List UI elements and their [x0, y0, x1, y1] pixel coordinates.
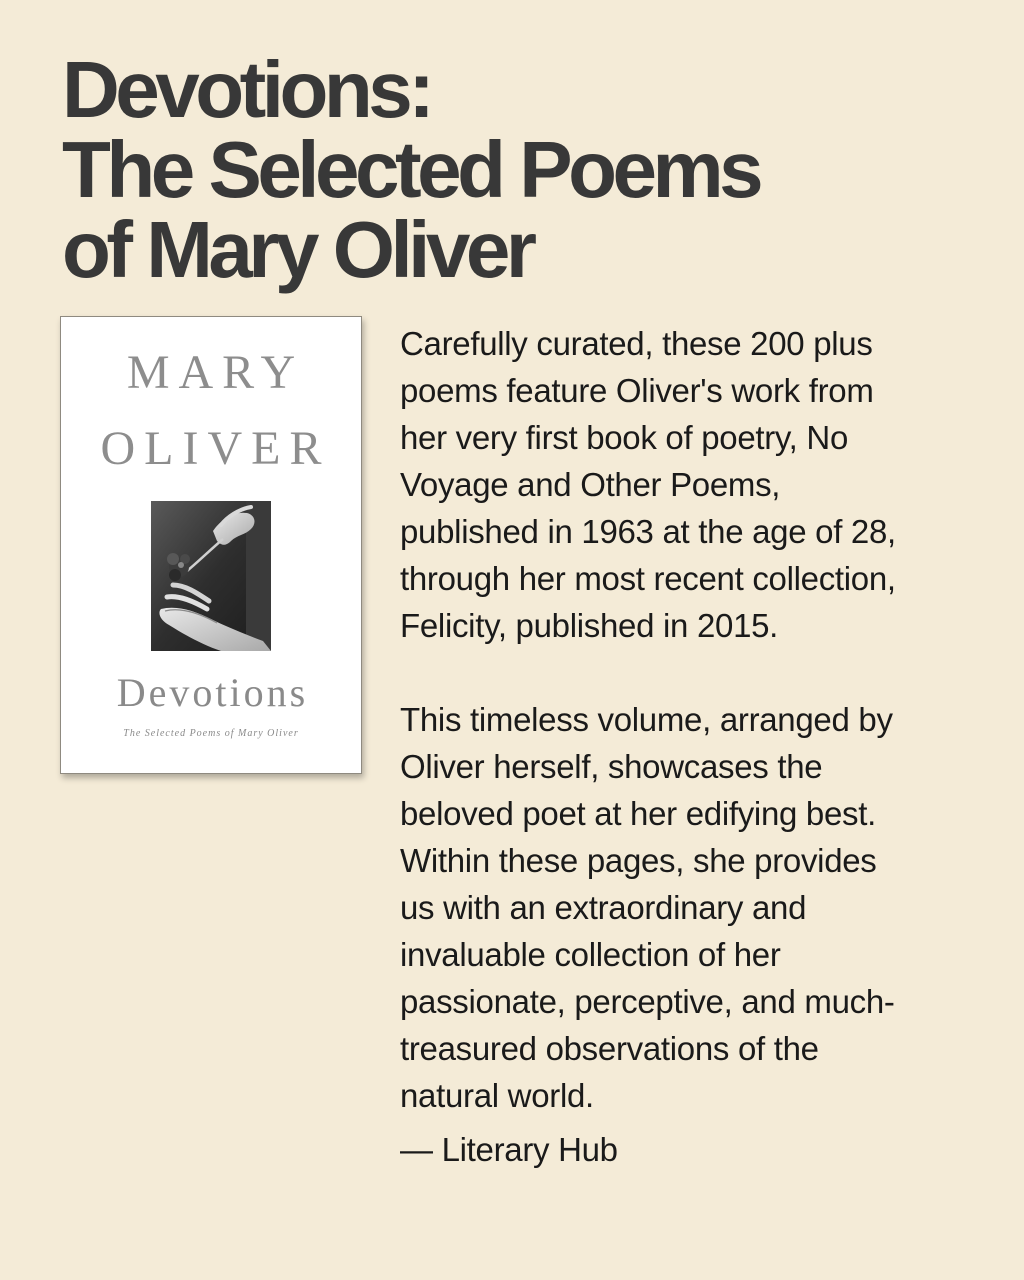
- paragraph-spacer: [400, 649, 1000, 696]
- description-line: Felicity, published in 2015.: [400, 607, 779, 644]
- page-title: [62, 45, 1002, 294]
- description-line: published in 1963 at the age of 28,: [400, 513, 896, 550]
- description-line: Oliver herself, showcases the: [400, 748, 823, 785]
- title-line: The Selected Poems: [62, 125, 760, 214]
- book-description: [400, 320, 1000, 1119]
- description-line: Carefully curated, these 200 plus: [400, 325, 873, 362]
- title-line: of Mary Oliver: [62, 205, 533, 294]
- cover-subtitle: The Selected Poems of Mary Oliver: [123, 728, 299, 739]
- cover-author-first-name: MARY: [126, 346, 305, 399]
- book-cover: [60, 316, 362, 774]
- cover-author-last-name: OLIVER: [100, 422, 331, 475]
- description-line: passionate, perceptive, and much-: [400, 983, 895, 1020]
- description-line: treasured observations of the: [400, 1030, 819, 1067]
- description-line: Within these pages, she provides: [400, 842, 877, 879]
- cover-book-title: Devotions: [116, 670, 309, 715]
- description-line: natural world.: [400, 1077, 594, 1114]
- description-line: poems feature Oliver's work from: [400, 372, 874, 409]
- quote-source: — Literary Hub: [400, 1131, 618, 1168]
- title-line: Devotions:: [62, 45, 431, 134]
- description-line: us with an extraordinary and: [400, 889, 807, 926]
- description-line: through her most recent collection,: [400, 560, 896, 597]
- cover-photo: [151, 501, 271, 651]
- description-line: invaluable collection of her: [400, 936, 781, 973]
- description-line: her very first book of poetry, No: [400, 419, 849, 456]
- description-line: beloved poet at her edifying best.: [400, 795, 876, 832]
- description-line: Voyage and Other Poems,: [400, 466, 781, 503]
- description-line: This timeless volume, arranged by: [400, 701, 893, 738]
